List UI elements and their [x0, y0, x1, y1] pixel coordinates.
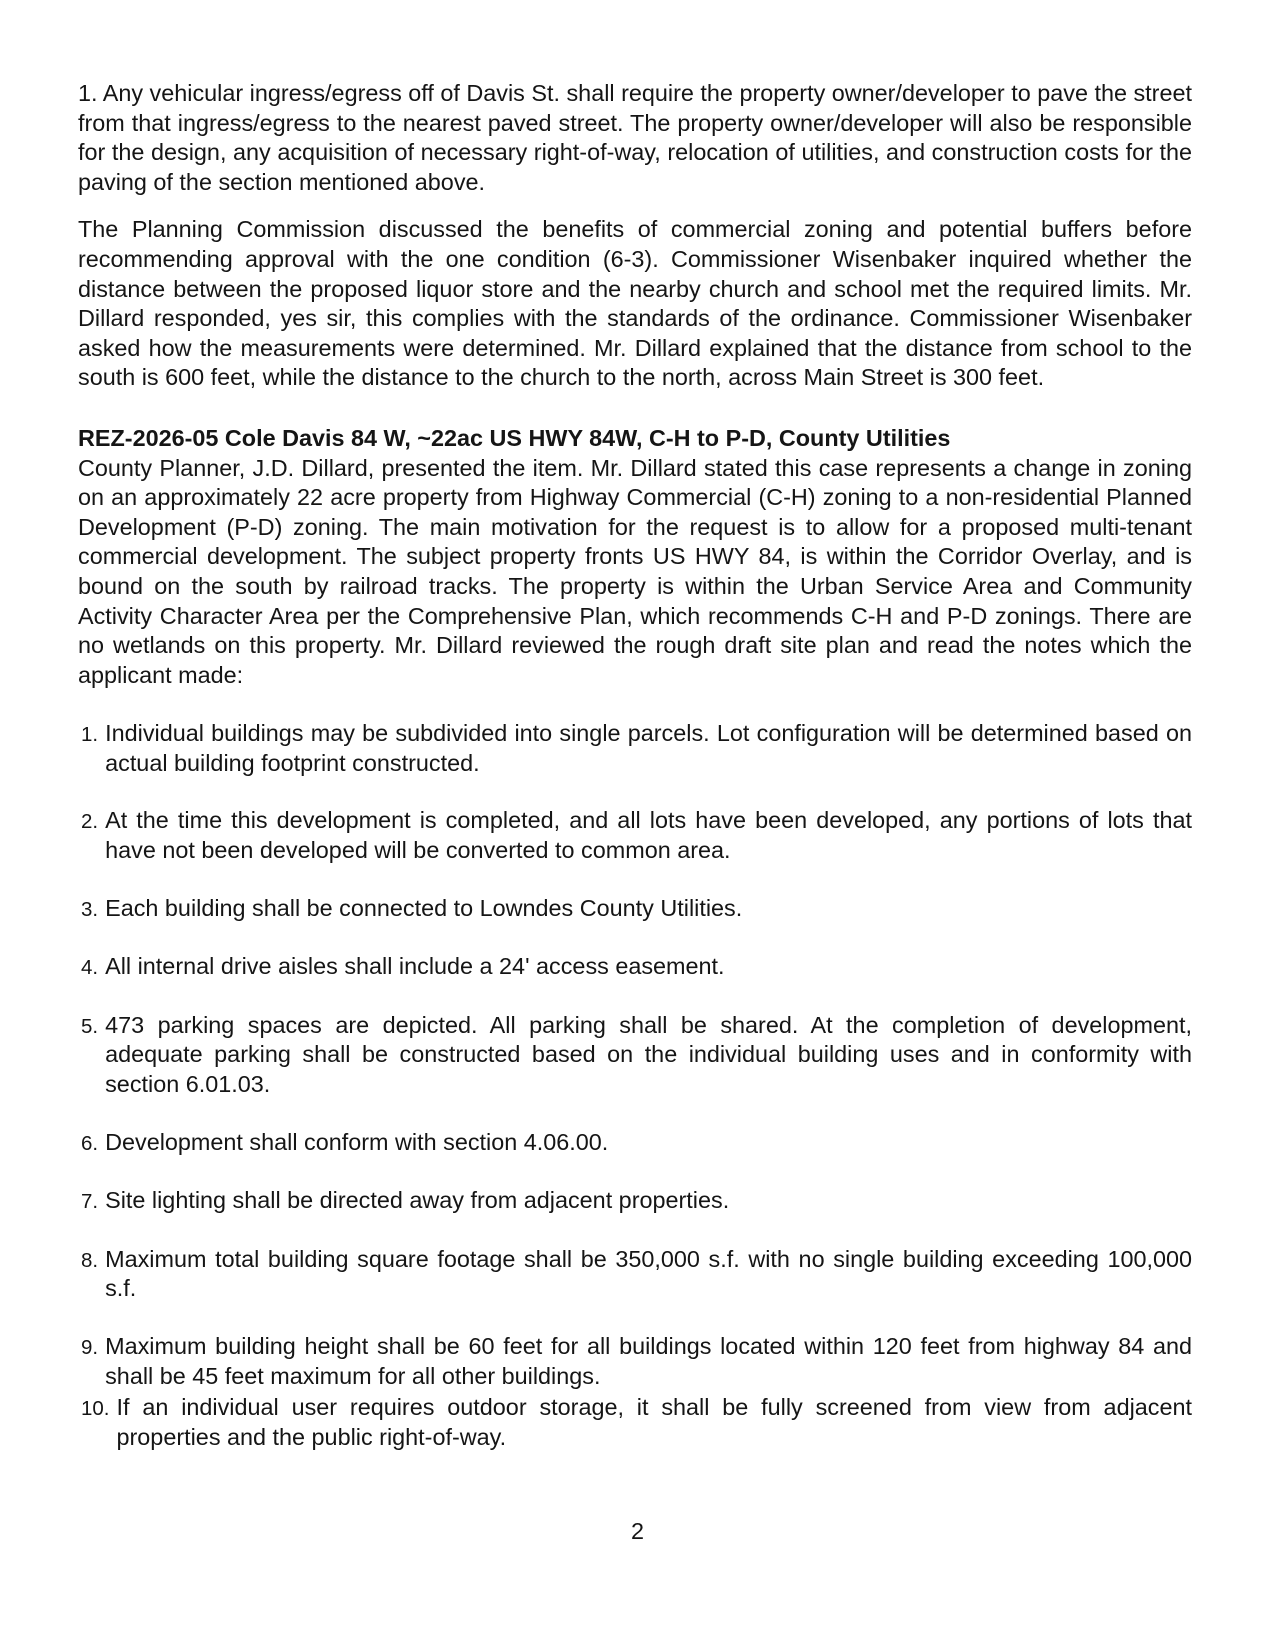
list-item-number: 9.: [81, 1336, 99, 1359]
list-item-number: 5.: [81, 1014, 99, 1038]
site-plan-notes-list: [78, 719, 1192, 1452]
list-item: [81, 1128, 1192, 1159]
list-item: [81, 952, 1192, 983]
list-item-number: 2.: [81, 810, 99, 834]
list-item-text: 473 parking spaces are depicted. All parking shall be shared. At the completion of development, adequate parking shall be constructed based on the individual building uses and in conformity with section 6.01.03.: [105, 1011, 1192, 1098]
list-item-number: 3.: [81, 897, 99, 921]
list-item: [81, 1393, 1192, 1452]
list-item: [81, 1332, 1192, 1391]
paragraph-planning-commission-discussion: The Planning Commission discussed the benefits of commercial zoning and potential buffers before recommending approval with the one condition (6-3). Commissioner Wisenbaker inquired whether the distance between the proposed liquor store and the nearby church and school met the required limits. Mr. Dillard responded, yes sir, this complies with the standards of the ordinance. Commissioner Wisenbaker asked how the measurements were determined. Mr. Dillard explained that the distance from school to the south is 600 feet, while the distance to the church to the north, across Main Street is 300 feet.: [78, 216, 1192, 391]
list-item-text: Each building shall be connected to Lowndes County Utilities.: [105, 894, 743, 921]
list-item-text: Individual buildings may be subdivided into single parcels. Lot configuration will be determined based on actual building footprint constructed.: [105, 720, 1192, 776]
list-item-text: All internal drive aisles shall include a 24' access easement.: [105, 953, 725, 980]
list-item-number: 8.: [81, 1248, 99, 1272]
paragraph-davis-st-paving-condition: 1. Any vehicular ingress/egress off of Davis St. shall require the property owner/developer to pave the street from that ingress/egress to the nearest paved street. The property owner/developer will also be responsible for the design, any acquisition of necessary right-of-way, relocation of utilities, and construction costs for the paving of the section mentioned above.: [78, 80, 1192, 195]
list-item: [81, 1011, 1192, 1100]
list-item-text: Development shall conform with section 4.06.00.: [105, 1128, 609, 1155]
list-item-number: 7.: [81, 1190, 99, 1214]
list-item-text: Site lighting shall be directed away from adjacent properties.: [105, 1187, 730, 1214]
list-item-number: 4.: [81, 956, 99, 980]
list-item: [81, 1245, 1192, 1304]
list-item: [81, 894, 1192, 925]
page-number: 2: [630, 1518, 644, 1544]
list-item: [81, 1186, 1192, 1217]
list-item-text: Maximum total building square footage shall be 350,000 s.f. with no single building exceeding 100,000 s.f.: [105, 1245, 1192, 1302]
list-item-number: 10.: [81, 1397, 110, 1421]
list-item: [81, 806, 1192, 865]
list-item-text: Maximum building height shall be 60 feet for all buildings located within 120 feet from highway 84 and shall be 45 feet maximum for all other buildings.: [105, 1333, 1192, 1389]
section-heading-rez-2026-05: REZ-2026-05 Cole Davis 84 W, ~22ac US HWY 84W, C-H to P-D, County Utilities: [78, 424, 951, 451]
paragraph-county-planner-presentation: County Planner, J.D. Dillard, presented the item. Mr. Dillard stated this case represents a change in zoning on an approximately 22 acre property from Highway Commercial (C-H) zoning to a non-residential Planned Development (P-D) zoning. The main motivation for the request is to allow for a proposed multi-tenant commercial development. The subject property fronts US HWY 84, is within the Corridor Overlay, and is bound on the south by railroad tracks. The property is within the Urban Service Area and Community Activity Character Area per the Comprehensive Plan, which recommends C-H and P-D zonings. There are no wetlands on this property. Mr. Dillard reviewed the rough draft site plan and read the notes which the applicant made:: [78, 454, 1192, 688]
list-item-text: If an individual user requires outdoor storage, it shall be fully screened from view from adjacent properties and the public right-of-way.: [116, 1394, 1192, 1450]
list-item-number: 6.: [81, 1131, 99, 1155]
list-item-text: At the time this development is completed, and all lots have been developed, any portions of lots that have not been developed will be converted to common area.: [105, 807, 1192, 864]
list-item-number: 1.: [81, 723, 99, 747]
list-item: [81, 719, 1192, 778]
